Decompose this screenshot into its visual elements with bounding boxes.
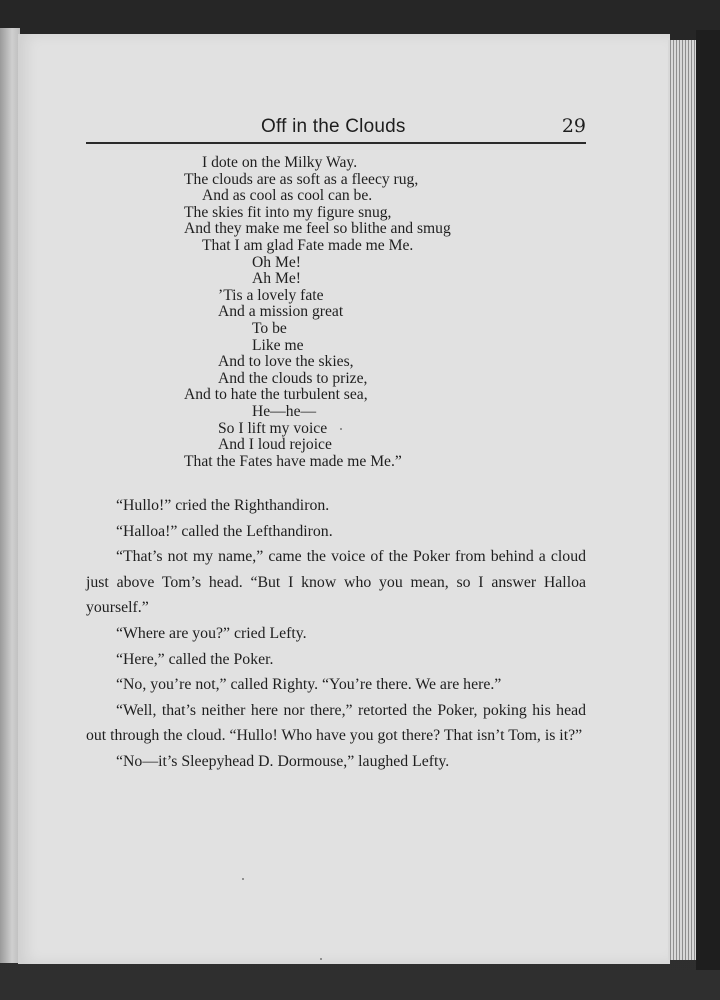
page-number: 29 — [561, 115, 586, 137]
prose-paragraph: “Hullo!” cried the Righthandiron. — [116, 497, 330, 514]
book-cover-edge — [696, 30, 720, 970]
poem-line: To be — [252, 319, 287, 337]
poem-line: Ah Me! — [252, 270, 301, 288]
poem-line: And I loud rejoice — [218, 436, 332, 454]
prose-paragraph: “Halloa!” called the Lefthandiron. — [116, 522, 333, 540]
poem-line: Oh Me! — [252, 253, 301, 271]
poem-line: The skies fit into my figure snug, — [184, 203, 392, 221]
poem-line: And a mission great — [218, 303, 344, 321]
left-page-edge — [0, 28, 20, 963]
poem-block — [86, 155, 586, 470]
poem-line: And to love the skies, — [218, 353, 354, 371]
prose-paragraph: “Where are you?” cried Lefty. — [116, 624, 307, 642]
paper-speck — [340, 428, 342, 430]
poem-line: The clouds are as soft as a fleecy rug, — [184, 170, 419, 188]
page-header — [86, 114, 586, 144]
prose-block — [86, 493, 586, 775]
prose-paragraph: “That’s not my name,” came the voice of the Poker from behind a cloud just above Tom’s head. “But I know who you mean, so I answer Halloa yourself.” — [86, 548, 586, 617]
poem-line: That the Fates have made me Me.” — [184, 452, 402, 470]
paper-speck — [320, 958, 322, 960]
poem-line: And they make me feel so blithe and smug — [184, 220, 451, 238]
poem-line: And to hate the turbulent sea, — [184, 386, 368, 404]
page-stack-edge — [668, 40, 698, 960]
running-title: Off in the Clouds — [261, 116, 406, 137]
poem-line: And as cool as cool can be. — [202, 187, 373, 205]
poem-line: That I am glad Fate made me Me. — [202, 236, 414, 254]
poem-line: So I lift my voice — [218, 419, 328, 437]
poem-line: ’Tis a lovely fate — [218, 286, 324, 304]
poem-line: And the clouds to prize, — [218, 369, 368, 387]
prose-paragraph: “No—it’s Sleepyhead D. Dormouse,” laughed Lefty. — [116, 752, 450, 770]
prose-paragraph: “Here,” called the Poker. — [116, 650, 274, 668]
prose-paragraph: “Well, that’s neither here nor there,” retorted the Poker, poking his head out through the cloud. “Hullo! Who have you got there? That isn’t Tom, is it?” — [86, 701, 586, 745]
poem-line: He—he— — [252, 402, 317, 420]
poem-line: I dote on the Milky Way. — [202, 154, 358, 171]
prose-paragraph: “No, you’re not,” called Righty. “You’re there. We are here.” — [116, 676, 502, 694]
paper-speck — [242, 878, 244, 880]
poem-line: Like me — [252, 336, 304, 354]
